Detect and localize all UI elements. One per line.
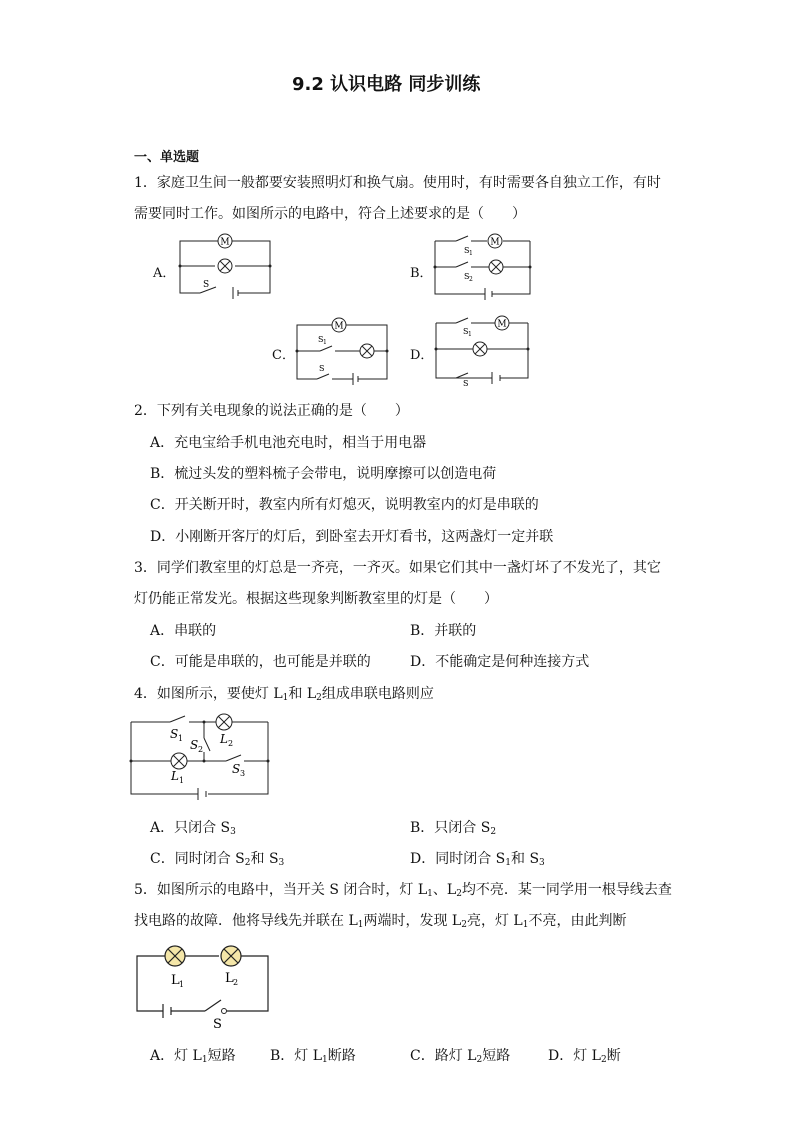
- q1-option-c-label[interactable]: C．: [272, 348, 295, 363]
- svg-text:M: M: [334, 321, 344, 332]
- svg-text:M: M: [490, 237, 500, 248]
- svg-text:1: 1: [468, 331, 472, 338]
- q5-stem-line2: 找电路的故障．他将导线先并联在 $L_1$两端时，发现 $L_2$亮，灯 $L_1$不亮，由此判断: [134, 913, 627, 930]
- section-heading: 一、单选题: [134, 150, 200, 165]
- motor-icon: [218, 234, 232, 248]
- svg-text:S: S: [463, 379, 469, 388]
- q5-option-c[interactable]: C．路灯 $L_2$短路: [410, 1048, 511, 1065]
- q1-option-b-label[interactable]: B．: [410, 266, 433, 281]
- motor-icon: [495, 316, 509, 330]
- page-title: 9.2 认识电路 同步训练: [292, 74, 481, 95]
- q4-circuit: [128, 708, 274, 803]
- q4-option-d[interactable]: D．同时闭合 $S_1$和 $S_3$: [410, 851, 545, 868]
- svg-text:S: S: [463, 327, 469, 336]
- motor-icon: [488, 234, 502, 248]
- svg-text:L: L: [171, 973, 180, 988]
- q2-option-d[interactable]: D．小刚断开客厅的灯后，到卧室去开灯看书，这两盏灯一定并联: [150, 529, 554, 545]
- svg-text:1: 1: [469, 250, 473, 257]
- q4-stem: 4．如图所示，要使灯 $L_1$和 $L_2$组成串联电路则应: [134, 686, 434, 703]
- svg-text:L: L: [171, 769, 179, 783]
- q3-option-d[interactable]: D．不能确定是何种连接方式: [410, 654, 590, 670]
- q3-option-a[interactable]: A．串联的: [150, 623, 217, 639]
- svg-text:S: S: [318, 335, 324, 344]
- q4-option-b[interactable]: B．只闭合 $S_2$: [410, 820, 497, 837]
- q3-option-b[interactable]: B．并联的: [410, 623, 477, 639]
- q1-stem-line2: 需要同时工作。如图所示的电路中，符合上述要求的是（ ）: [134, 206, 526, 222]
- q1-circuit-d: [432, 316, 532, 388]
- svg-text:S: S: [213, 1017, 222, 1032]
- svg-text:2: 2: [469, 276, 473, 283]
- q2-option-b[interactable]: B．梳过头发的塑料梳子会带电，说明摩擦可以创造电荷: [150, 466, 497, 482]
- svg-text:3: 3: [240, 769, 246, 778]
- lamp-icon: [218, 259, 232, 273]
- svg-text:S: S: [170, 727, 179, 741]
- q5-option-b[interactable]: B．灯 $L_1$断路: [270, 1048, 356, 1065]
- svg-text:S: S: [203, 280, 210, 290]
- svg-text:2: 2: [233, 978, 239, 987]
- svg-text:L: L: [225, 971, 234, 986]
- q2-stem: 2．下列有关电现象的说法正确的是（ ）: [134, 403, 409, 419]
- svg-text:L: L: [220, 732, 228, 746]
- svg-text:M: M: [497, 319, 507, 330]
- lamp-l2-icon: [221, 946, 241, 966]
- svg-text:2: 2: [228, 739, 234, 748]
- lamp-l1-icon: [165, 946, 185, 966]
- q2-option-c[interactable]: C．开关断开时，教室内所有灯熄灭，说明教室内的灯是串联的: [150, 497, 539, 513]
- q3-option-c[interactable]: C．可能是串联的，也可能是并联的: [150, 654, 371, 670]
- motor-icon: [332, 318, 346, 332]
- svg-text:S: S: [319, 364, 325, 373]
- q4-option-c[interactable]: C．同时闭合 $S_2$和 $S_3$: [150, 851, 285, 868]
- svg-text:S: S: [232, 762, 241, 776]
- q1-stem-line1: 1．家庭卫生间一般都要安装照明灯和换气扇。使用时，有时需要各自独立工作，有时: [134, 175, 661, 191]
- q1-option-d-label[interactable]: D．: [410, 348, 434, 363]
- lamp-l1-icon: [171, 753, 187, 769]
- lamp-icon: [360, 344, 374, 358]
- lamp-icon: [473, 342, 487, 356]
- q3-stem-line2: 灯仍能正常发光。根据这些现象判断教室里的灯是（ ）: [134, 591, 498, 607]
- svg-text:S: S: [464, 246, 470, 255]
- svg-text:S: S: [464, 272, 470, 281]
- q1-circuit-c: [292, 318, 392, 384]
- svg-text:1: 1: [179, 980, 185, 989]
- svg-text:S: S: [190, 738, 199, 752]
- svg-text:1: 1: [179, 776, 185, 785]
- q1-circuit-b: [430, 228, 540, 300]
- svg-text:M: M: [220, 237, 230, 248]
- q4-option-a[interactable]: A．只闭合 $S_3$: [150, 820, 236, 837]
- q5-option-d[interactable]: D．灯 $L_2$断: [548, 1048, 621, 1065]
- svg-text:1: 1: [178, 734, 184, 743]
- svg-text:1: 1: [323, 339, 327, 346]
- q5-option-a[interactable]: A．灯 $L_1$短路: [150, 1048, 236, 1065]
- lamp-icon: [489, 260, 503, 274]
- svg-text:2: 2: [198, 745, 204, 754]
- q5-stem-line1: 5．如图所示的电路中，当开关 S 闭合时，灯 $L_1$、$L_2$均不亮．某一同学用一根导线去查: [134, 882, 672, 899]
- q2-option-a[interactable]: A．充电宝给手机电池充电时，相当于用电器: [150, 435, 427, 451]
- q5-circuit: [135, 944, 275, 1030]
- q1-circuit-a: [170, 228, 280, 300]
- q3-stem-line1: 3．同学们教室里的灯总是一齐亮，一齐灭。如果它们其中一盏灯坏了不发光了，其它: [134, 560, 661, 576]
- lamp-l2-icon: [216, 714, 232, 730]
- q1-option-a-label[interactable]: A．: [153, 266, 176, 281]
